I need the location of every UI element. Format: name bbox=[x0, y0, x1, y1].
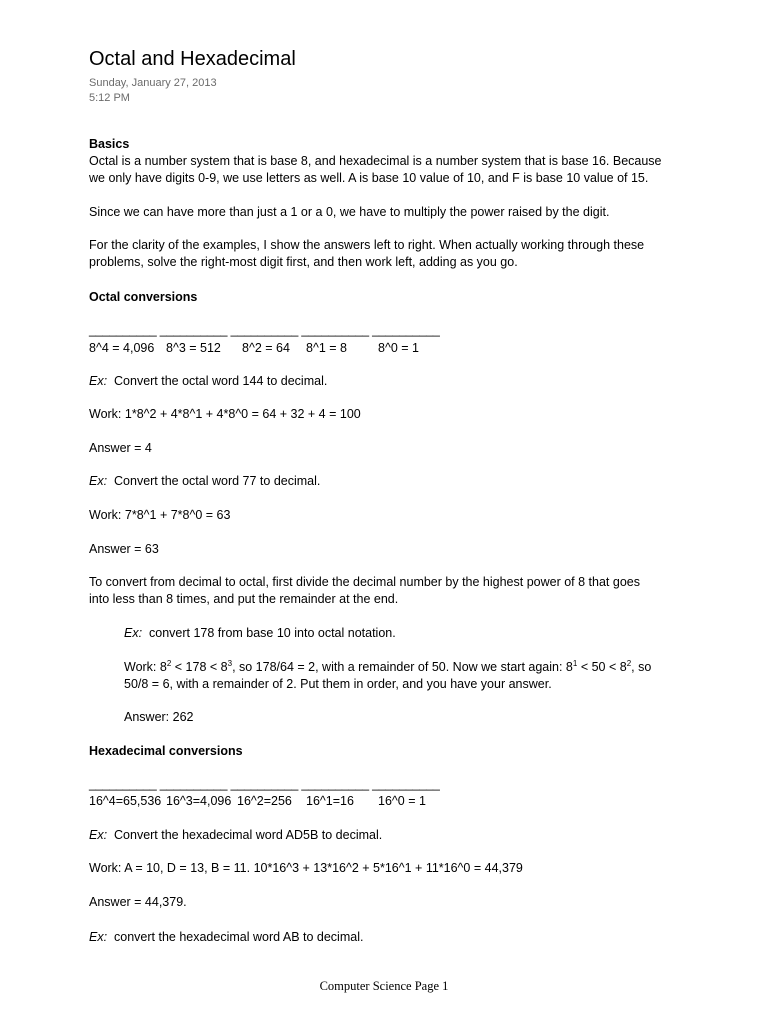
example-text: Convert the hexadecimal word AD5B to decimal. bbox=[114, 828, 383, 842]
exponent: 2 bbox=[166, 659, 172, 668]
octal-power-1: 8^1 = 8 bbox=[306, 341, 347, 355]
example-label: Ex: bbox=[89, 374, 108, 388]
work-text: , so bbox=[631, 660, 652, 674]
octal-power-2: 8^2 = 64 bbox=[242, 341, 290, 355]
hex-example-1 bbox=[89, 827, 382, 844]
octal-example-3-work-line-1 bbox=[124, 659, 651, 676]
octal-power-4: 8^4 = 4,096 bbox=[89, 341, 155, 355]
octal-example-3 bbox=[124, 625, 396, 642]
hex-underline-row: __________ __________ __________ __________ __________ bbox=[89, 777, 440, 791]
exponent: 2 bbox=[626, 659, 632, 668]
octal-example-2-work: Work: 7*8^1 + 7*8^0 = 63 bbox=[89, 508, 231, 522]
octal-example-2-answer: Answer = 63 bbox=[89, 542, 159, 556]
octal-powers-row bbox=[0, 340, 768, 357]
example-label: Ex: bbox=[89, 930, 108, 944]
example-label: Ex: bbox=[89, 828, 108, 842]
example-text: Convert the octal word 144 to decimal. bbox=[114, 374, 328, 388]
example-text: Convert the octal word 77 to decimal. bbox=[114, 474, 321, 488]
hex-example-2 bbox=[89, 929, 363, 946]
hex-example-1-work: Work: A = 10, D = 13, B = 11. 10*16^3 + 13*16^2 + 5*16^1 + 11*16^0 = 44,379 bbox=[89, 861, 523, 875]
octal-power-3: 8^3 = 512 bbox=[166, 341, 221, 355]
octal-example-1 bbox=[89, 373, 327, 390]
example-text: convert 178 from base 10 into octal notation. bbox=[149, 626, 396, 640]
page-title: Octal and Hexadecimal bbox=[89, 48, 296, 70]
basics-paragraph-1-line-1: Octal is a number system that is base 8, and hexadecimal is a number system that is base 16. Because bbox=[89, 154, 662, 168]
decimal-to-octal-line-1: To convert from decimal to octal, first divide the decimal number by the highest power of 8 that goes bbox=[89, 575, 640, 589]
hex-power-3: 16^3=4,096 bbox=[166, 794, 232, 808]
hex-example-1-answer: Answer = 44,379. bbox=[89, 895, 187, 909]
hex-powers-row bbox=[0, 793, 768, 810]
hex-power-2: 16^2=256 bbox=[237, 794, 292, 808]
octal-example-3-answer: Answer: 262 bbox=[124, 710, 194, 724]
work-text: < 178 < 8 bbox=[171, 660, 228, 674]
basics-paragraph-3-line-1: For the clarity of the examples, I show the answers left to right. When actually working through these bbox=[89, 238, 645, 252]
work-text: , so 178/64 = 2, with a remainder of 50. Now we start again: 8 bbox=[232, 660, 573, 674]
example-label: Ex: bbox=[124, 626, 143, 640]
work-text: Work: 8 bbox=[124, 660, 167, 674]
exponent: 3 bbox=[227, 659, 233, 668]
hex-power-1: 16^1=16 bbox=[306, 794, 354, 808]
exponent: 1 bbox=[572, 659, 578, 668]
work-text: < 50 < 8 bbox=[577, 660, 627, 674]
octal-heading: Octal conversions bbox=[89, 290, 198, 304]
decimal-to-octal-line-2: into less than 8 times, and put the remainder at the end. bbox=[89, 592, 399, 606]
basics-paragraph-1-line-2: we only have digits 0-9, we use letters as well. A is base 10 value of 10, and F is base 10 value of 15. bbox=[89, 171, 649, 185]
octal-underline-row: __________ __________ __________ __________ __________ bbox=[89, 323, 440, 337]
note-time: 5:12 PM bbox=[89, 92, 130, 104]
octal-example-2 bbox=[89, 473, 320, 490]
basics-heading: Basics bbox=[89, 137, 130, 151]
octal-example-3-work-line-2: 50/8 = 6, with a remainder of 2. Put them in order, and you have your answer. bbox=[124, 677, 552, 691]
basics-paragraph-3-line-2: problems, solve the right-most digit first, and then work left, adding as you go. bbox=[89, 255, 518, 269]
octal-example-1-answer: Answer = 4 bbox=[89, 441, 152, 455]
hex-heading: Hexadecimal conversions bbox=[89, 744, 243, 758]
octal-power-0: 8^0 = 1 bbox=[378, 341, 419, 355]
page-footer: Computer Science Page 1 bbox=[319, 979, 449, 993]
note-date: Sunday, January 27, 2013 bbox=[89, 77, 217, 89]
hex-power-4: 16^4=65,536 bbox=[89, 794, 162, 808]
hex-power-0: 16^0 = 1 bbox=[378, 794, 426, 808]
basics-paragraph-2: Since we can have more than just a 1 or a 0, we have to multiply the power raised by the digit. bbox=[89, 205, 610, 219]
example-text: convert the hexadecimal word AB to decimal. bbox=[114, 930, 364, 944]
example-label: Ex: bbox=[89, 474, 108, 488]
octal-example-1-work: Work: 1*8^2 + 4*8^1 + 4*8^0 = 64 + 32 + 4 = 100 bbox=[89, 407, 361, 421]
